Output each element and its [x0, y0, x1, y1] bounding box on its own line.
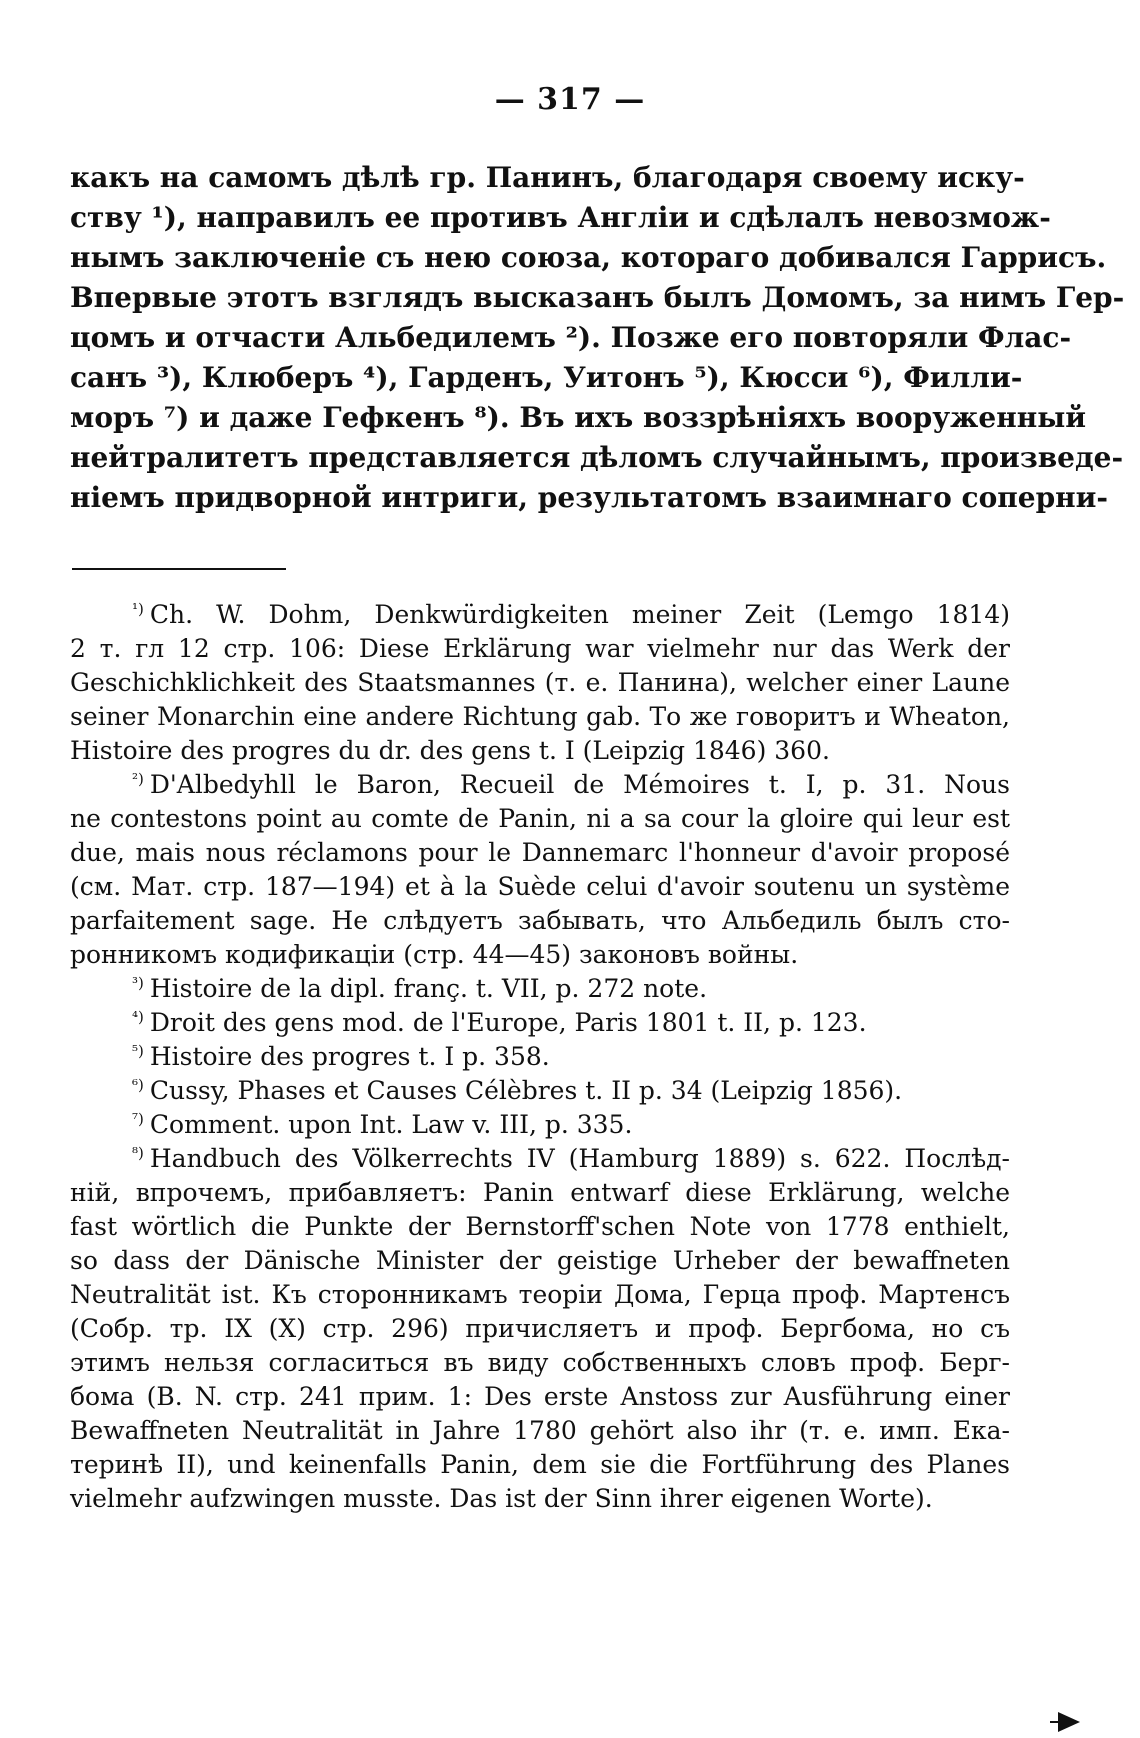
footnote-separator — [72, 568, 286, 570]
footnote-line: fast wörtlich die Punkte der Bernstorff'schen Note von 1778 enthielt, — [70, 1212, 1010, 1241]
footnote-line: due, mais nous réclamons pour le Dannemarc l'honneur d'avoir proposé — [70, 838, 1010, 867]
footnote-line: этимъ нельзя согласиться въ виду собственныхъ словъ проф. Берг- — [70, 1348, 1010, 1377]
footnote — [70, 598, 1010, 768]
body-line: какъ на самомъ дѣлѣ гр. Панинъ, благодаря своему иску- — [70, 161, 1025, 194]
footnote-line: (Собр. тр. IX (X) стр. 296) причисляетъ и проф. Бергбома, но съ — [70, 1314, 1010, 1343]
footnote-line — [70, 598, 1010, 632]
footnote — [70, 1108, 1010, 1142]
footnote-mark: ²) — [132, 769, 144, 788]
body-text — [70, 158, 1125, 518]
footnote — [70, 972, 1010, 1006]
footnote — [70, 1006, 1010, 1040]
footnote-mark: ⁴) — [132, 1007, 144, 1026]
body-line: ніемъ придворной интриги, результатомъ взаимнаго соперни- — [70, 481, 1109, 514]
body-line: цомъ и отчасти Альбедилемъ ²). Позже его повторяли Флас- — [70, 321, 1072, 354]
footnote-text: Handbuch des Völkerrechts IV (Hamburg 1889) s. 622. Послѣд- — [149, 1144, 1010, 1173]
footnote-line — [70, 1006, 1010, 1040]
footnote-mark: ⁷) — [132, 1109, 144, 1128]
footnote-line — [70, 1142, 1010, 1176]
footnote-line: теринѣ II), und keinenfalls Panin, dem sie die Fortführung des Planes — [70, 1450, 1010, 1479]
footnote-text: Ch. W. Dohm, Denkwürdigkeiten meiner Zeit (Lemgo 1814) — [149, 600, 1010, 629]
footnote-line: Bewaffneten Neutralität in Jahre 1780 gehört also ihr (т. е. имп. Ека- — [70, 1416, 1010, 1445]
footnote-line: бома (B. N. стр. 241 прим. 1: Des erste Anstoss zur Ausführung einer — [70, 1382, 1010, 1411]
footnote-mark: ⁸) — [132, 1143, 144, 1162]
footnote-mark: ¹) — [132, 599, 144, 618]
page-turn-arrow-icon — [1058, 1712, 1080, 1732]
footnote-mark: ⁶) — [132, 1075, 144, 1094]
footnote-line: seiner Monarchin eine andere Richtung gab. То же говоритъ и Wheaton, — [70, 702, 1010, 731]
footnote-text: Comment. upon Int. Law v. III, p. 335. — [149, 1110, 633, 1139]
footnote-line — [70, 1040, 1010, 1074]
footnote-text: Droit des gens mod. de l'Europe, Paris 1801 t. II, p. 123. — [149, 1008, 867, 1037]
footnote-line — [70, 972, 1010, 1006]
footnote-line: vielmehr aufzwingen musste. Das ist der Sinn ihrer eigenen Worte). — [70, 1484, 933, 1513]
body-line: нымъ заключеніе съ нею союза, котораго добивался Гаррисъ. — [70, 241, 1107, 274]
footnote-line: (см. Мат. стр. 187—194) et à la Suède celui d'avoir soutenu un système — [70, 872, 1010, 901]
body-line: моръ ⁷) и даже Гефкенъ ⁸). Въ ихъ воззрѣніяхъ вооруженный — [70, 401, 1087, 434]
body-line: санъ ³), Клюберъ ⁴), Гарденъ, Уитонъ ⁵), Кюсси ⁶), Филли- — [70, 361, 1023, 394]
footnote-line — [70, 1074, 1010, 1108]
footnote-text: D'Albedyhll le Baron, Recueil de Mémoires t. I, p. 31. Nous — [149, 770, 1010, 799]
footnote-line: Geschichklichkeit des Staatsmannes (т. е. Панина), welcher einer Laune — [70, 668, 1010, 697]
footnote-text: Histoire de la dipl. franç. t. VII, p. 272 note. — [149, 974, 708, 1003]
footnote-mark: ⁵) — [132, 1041, 144, 1060]
footnotes — [70, 598, 1010, 1516]
footnote-mark: ³) — [132, 973, 144, 992]
body-line: Впервые этотъ взглядъ высказанъ былъ Домомъ, за нимъ Гер- — [70, 281, 1125, 314]
footnote-line — [70, 1108, 1010, 1142]
footnote-line: ne contestons point au comte de Panin, ni a sa cour la gloire qui leur est — [70, 804, 1010, 833]
footnote — [70, 768, 1010, 972]
footnote-line: Histoire des progres du dr. des gens t. I (Leipzig 1846) 360. — [70, 736, 830, 765]
footnote — [70, 1040, 1010, 1074]
footnote-line: ронникомъ кодификаціи (стр. 44—45) законовъ войны. — [70, 940, 799, 969]
body-line: ству ¹), направилъ ее противъ Англіи и сдѣлалъ невозмож- — [70, 201, 1051, 234]
footnote-text: Histoire des progres t. I p. 358. — [149, 1042, 550, 1071]
page-number: — 317 — — [494, 82, 646, 117]
footnote-line: ній, впрочемъ, прибавляетъ: Panin entwarf diese Erklärung, welche — [70, 1178, 1010, 1207]
footnote-line: Neutralität ist. Къ сторонникамъ теоріи Дома, Герца проф. Мартенсъ — [70, 1280, 1010, 1309]
footnote — [70, 1142, 1010, 1516]
body-line: нейтралитетъ представляется дѣломъ случайнымъ, произведе- — [70, 441, 1124, 474]
footnote-line — [70, 768, 1010, 802]
footnote — [70, 1074, 1010, 1108]
footnote-line: so dass der Dänische Minister der geistige Urheber der bewaffneten — [70, 1246, 1010, 1275]
footnote-text: Cussy, Phases et Causes Célèbres t. II p. 34 (Leipzig 1856). — [149, 1076, 903, 1105]
footnote-line: 2 т. гл 12 стр. 106: Diese Erklärung war vielmehr nur das Werk der — [70, 634, 1010, 663]
footnote-line: parfaitement sage. Не слѣдуетъ забывать, что Альбедиль былъ сто- — [70, 906, 1010, 935]
